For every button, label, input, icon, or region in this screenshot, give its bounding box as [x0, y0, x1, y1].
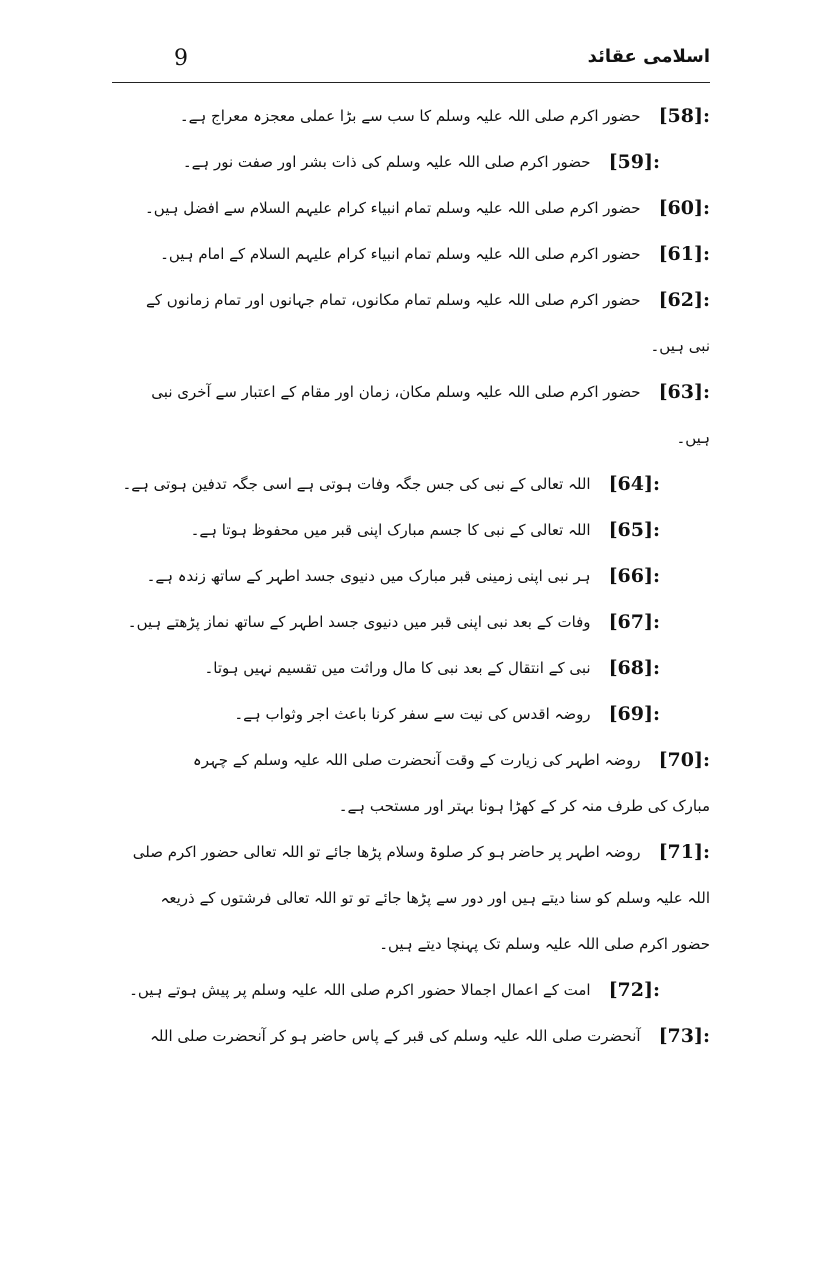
- item-number: [68]:: [608, 657, 660, 679]
- list-item: [112, 93, 710, 139]
- list-item: [112, 369, 710, 415]
- item-number: [69]:: [608, 703, 660, 725]
- list-item: [112, 829, 710, 875]
- item-text-continued: ہیں۔: [676, 429, 710, 447]
- item-text-continued: اللہ علیہ وسلم کو سنا دیتے ہیں اور دور سے پڑھا جائے تو تو اللہ تعالی فرشتوں کے ذریعہ: [160, 889, 710, 907]
- item-text: اللہ تعالی کے نبی کی جس جگہ وفات ہوتی ہے اسی جگہ تدفین ہوتی ہے۔: [122, 475, 591, 493]
- item-text-continued: نبی ہیں۔: [650, 337, 710, 355]
- page-number: 9: [174, 46, 188, 71]
- list-item: [112, 645, 710, 691]
- item-text: حضور اکرم صلی اللہ علیہ وسلم تمام انبیاء کرام علیہم السلام کے امام ہیں۔: [160, 245, 641, 263]
- item-number: [64]:: [608, 473, 660, 495]
- item-number: [66]:: [608, 565, 660, 587]
- item-text: نبی کے انتقال کے بعد نبی کا مال وراثت میں تقسیم نہیں ہوتا۔: [204, 659, 591, 677]
- item-number: [71]:: [658, 841, 710, 863]
- item-text: ہر نبی اپنی زمینی قبر مبارک میں دنیوی جسد اطہر کے ساتھ زندہ ہے۔: [146, 567, 591, 585]
- item-number: [62]:: [658, 289, 710, 311]
- list-item: [112, 1013, 710, 1059]
- list-item: [112, 461, 710, 507]
- page-header: [112, 44, 710, 83]
- item-text: آنحضرت صلی اللہ علیہ وسلم کی قبر کے پاس حاضر ہو کر آنحضرت صلی اللہ: [150, 1027, 641, 1045]
- item-text: روضہ اطہر کی زیارت کے وقت آنحضرت صلی اللہ علیہ وسلم کے چہرہ: [192, 751, 641, 769]
- item-text: امت کے اعمال اجمالا حضور اکرم صلی اللہ علیہ وسلم پر پیش ہوتے ہیں۔: [129, 981, 591, 999]
- item-number: [70]:: [658, 749, 710, 771]
- item-text: حضور اکرم صلی اللہ علیہ وسلم تمام مکانوں، تمام جہانوں اور تمام زمانوں کے: [146, 291, 641, 309]
- item-number: [65]:: [608, 519, 660, 541]
- item-text-continued: مبارک کی طرف منہ کر کے کھڑا ہونا بہتر اور مستحب ہے۔: [338, 797, 710, 815]
- item-number: [67]:: [608, 611, 660, 633]
- list-item: [112, 231, 710, 277]
- item-number: [63]:: [658, 381, 710, 403]
- item-number: [58]:: [658, 105, 710, 127]
- item-text-continued: حضور اکرم صلی اللہ علیہ وسلم تک پہنچا دیتے ہیں۔: [379, 935, 710, 953]
- item-number: [61]:: [658, 243, 710, 265]
- item-text: حضور اکرم صلی اللہ علیہ وسلم کی ذات بشر اور صفت نور ہے۔: [182, 153, 591, 171]
- page-body: [112, 93, 710, 1059]
- list-item: [112, 553, 710, 599]
- list-item: [112, 139, 710, 185]
- item-number: [60]:: [658, 197, 710, 219]
- item-number: [72]:: [608, 979, 660, 1001]
- item-text: حضور اکرم صلی اللہ علیہ وسلم کا سب سے بڑا عملی معجزہ معراج ہے۔: [179, 107, 641, 125]
- list-item: [112, 691, 710, 737]
- item-text: حضور اکرم صلی اللہ علیہ وسلم مکان، زمان اور مقام کے اعتبار سے آخری نبی: [151, 383, 641, 401]
- list-item: [112, 185, 710, 231]
- item-text: اللہ تعالی کے نبی کا جسم مبارک اپنی قبر میں محفوظ ہوتا ہے۔: [190, 521, 591, 539]
- item-text: حضور اکرم صلی اللہ علیہ وسلم تمام انبیاء کرام علیہم السلام سے افضل ہیں۔: [144, 199, 641, 217]
- running-title: اسلامی عقائد: [587, 46, 710, 67]
- list-item: [112, 967, 710, 1013]
- item-number: [73]:: [658, 1025, 710, 1047]
- list-item: [112, 737, 710, 783]
- list-item: [112, 507, 710, 553]
- list-item: [112, 599, 710, 645]
- item-text: وفات کے بعد نبی اپنی قبر میں دنیوی جسد اطہر کے ساتھ نماز پڑھتے ہیں۔: [127, 613, 591, 631]
- list-item: [112, 277, 710, 323]
- item-text: روضہ اقدس کی نیت سے سفر کرنا باعث اجر وثواب ہے۔: [234, 705, 591, 723]
- item-text: روضہ اطہر پر حاضر ہو کر صلوۃ وسلام پڑھا جائے تو اللہ تعالی حضور اکرم صلی: [132, 843, 641, 861]
- item-number: [59]:: [608, 151, 660, 173]
